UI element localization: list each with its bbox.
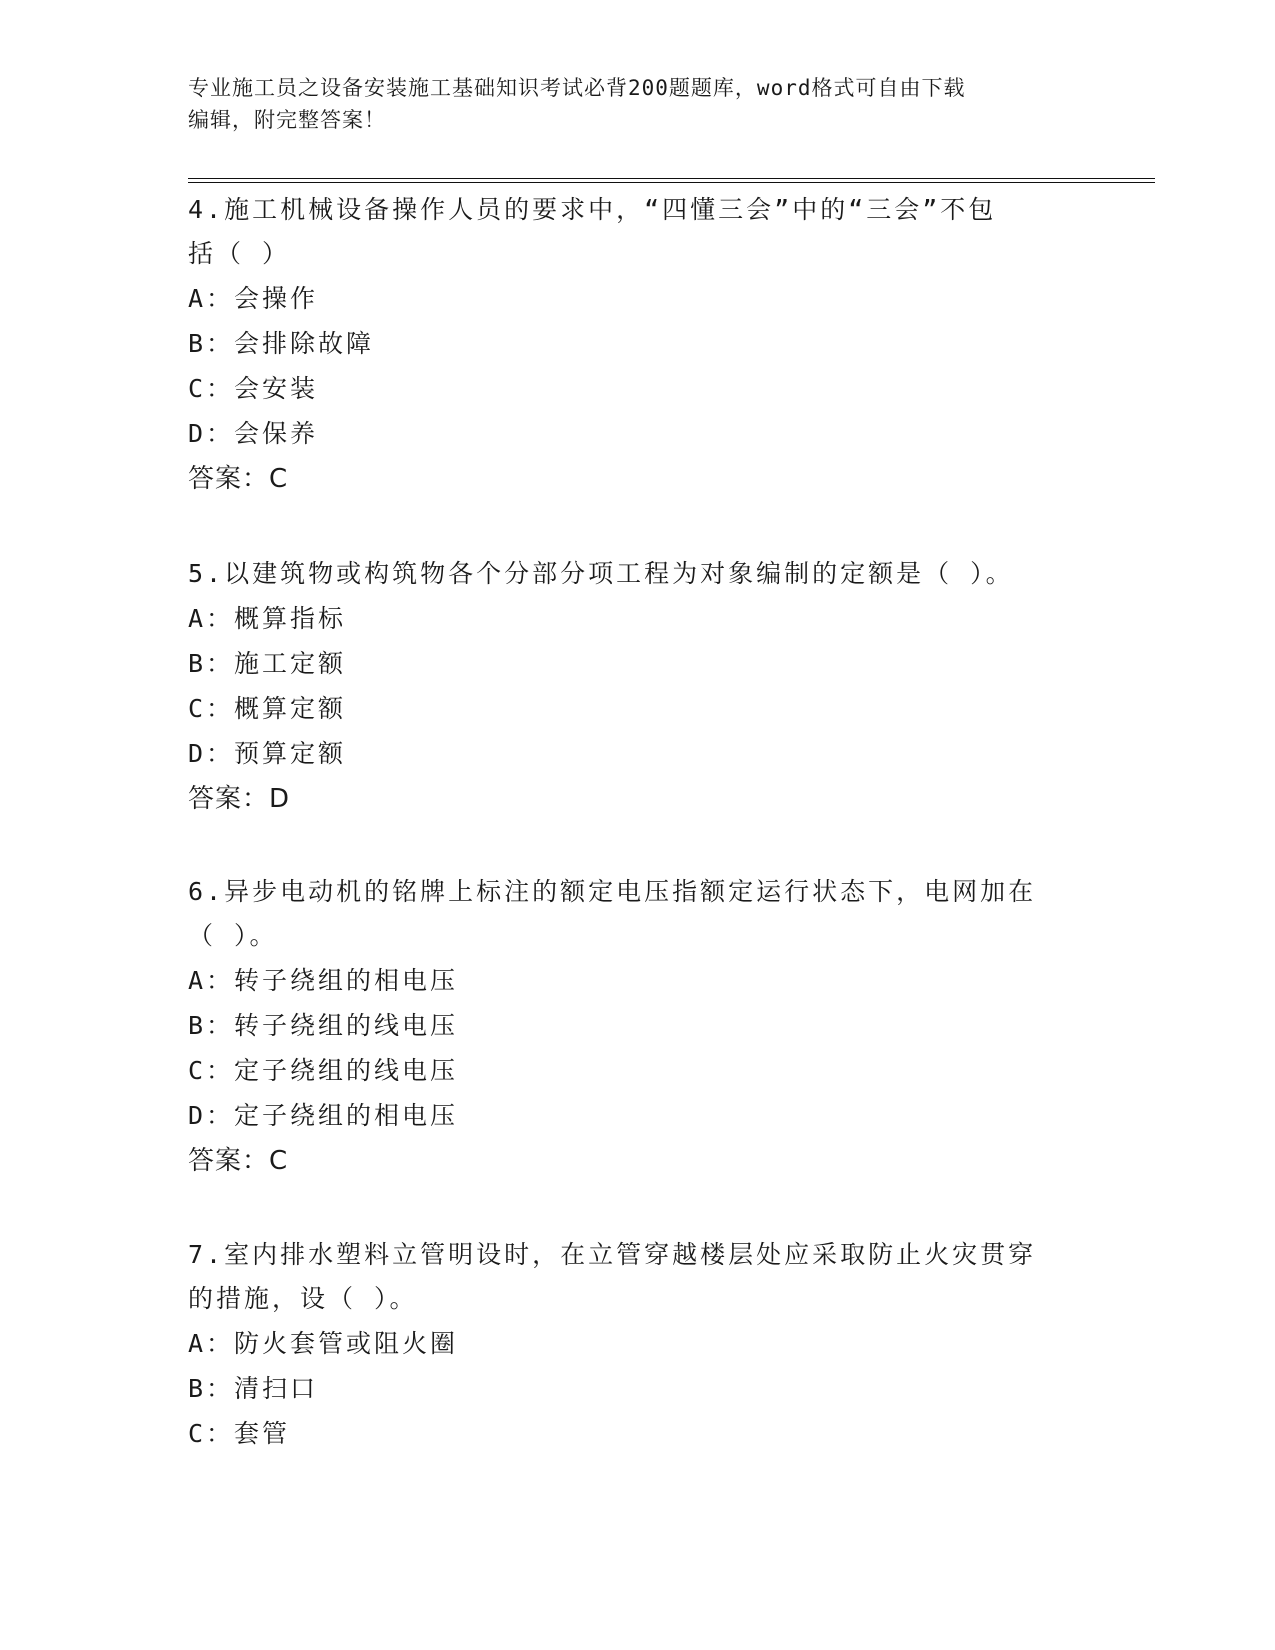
question-text-continued: 括（ ） [188,239,291,268]
question-text: 7.室内排水塑料立管明设时，在立管穿越楼层处应采取防止火灾贯穿 [188,1240,1037,1269]
option-d: D：预算定额 [188,739,347,768]
answer: 答案：C [188,1146,289,1176]
option-a: A：会操作 [188,284,319,313]
option-c: C：定子绕组的线电压 [188,1056,459,1085]
header-line-1: 专业施工员之设备安装施工基础知识考试必背200题题库，word格式可自由下载 [188,76,966,100]
question-7 [188,1233,1078,1456]
question-text: 6.异步电动机的铭牌上标注的额定电压指额定运行状态下，电网加在 [188,877,1037,906]
option-c: C：会安装 [188,374,319,403]
option-a: A：防火套管或阻火圈 [188,1329,459,1358]
answer: 答案：C [188,464,289,494]
question-text-continued: 的措施，设（ ）。 [188,1284,418,1313]
option-a: A：转子绕组的相电压 [188,966,459,995]
header-divider [188,178,1155,183]
option-d: D：定子绕组的相电压 [188,1101,459,1130]
option-d: D：会保养 [188,419,319,448]
document-header [188,72,1088,136]
header-line-2: 编辑，附完整答案！ [188,108,386,132]
option-b: B：施工定额 [188,649,347,678]
option-b: B：转子绕组的线电压 [188,1011,459,1040]
question-text-continued: （ ）。 [188,921,278,950]
option-c: C：概算定额 [188,694,347,723]
option-c: C：套管 [188,1419,291,1448]
question-4 [188,188,1078,502]
question-text: 4.施工机械设备操作人员的要求中，“四懂三会”中的“三会”不包 [188,195,997,224]
option-b: B：清扫口 [188,1374,319,1403]
question-5 [188,552,1078,822]
option-b: B：会排除故障 [188,329,375,358]
question-6 [188,870,1078,1184]
option-a: A：概算指标 [188,604,347,633]
question-text: 5.以建筑物或构筑物各个分部分项工程为对象编制的定额是（ ）。 [188,559,1014,588]
answer: 答案：D [188,784,291,814]
